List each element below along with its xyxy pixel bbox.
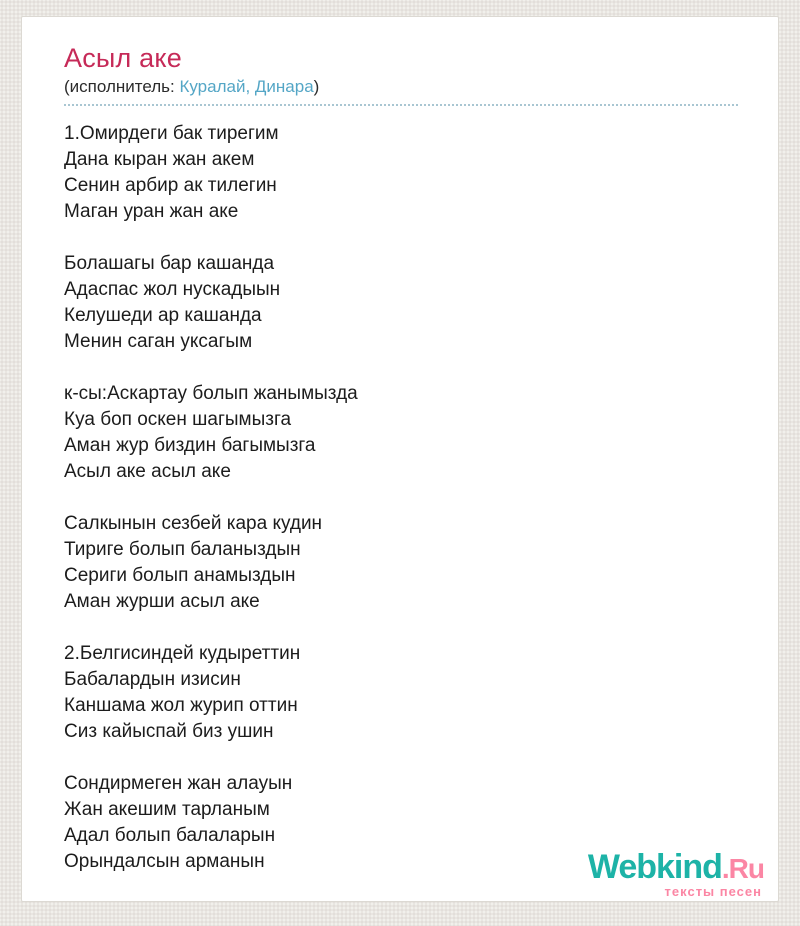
- page-title: Асыл аке: [64, 43, 182, 73]
- lyrics: [64, 106, 738, 875]
- artist-line: [64, 77, 738, 97]
- logo-suffix-text: .Ru: [721, 853, 764, 884]
- stanza: Болашагы бар кашанда Адаспас жол нускадыын Келушеди ар кашанда Менин саган уксагым: [64, 253, 281, 352]
- artist-prefix: (исполнитель:: [64, 77, 180, 96]
- artist-link[interactable]: Куралай, Динара: [179, 77, 314, 96]
- stanza: к-сы:Аскартау болып жанымызда Куа боп оскен шагымызга Аман жур биздин багымызга Асыл аке асыл аке: [64, 383, 358, 482]
- stanza: 2.Белгисиндей кудыреттин Бабалардын изисин Каншама жол журип оттин Сиз кайыспай биз ушин: [64, 643, 301, 742]
- artist-suffix: ): [313, 77, 320, 96]
- logo-tagline: тексты песен: [664, 884, 762, 899]
- stanza: Салкынын сезбей кара кудин Тириге болып баланыздын Сериги болып анамыздын Аман журши асыл аке: [64, 513, 323, 612]
- content-card: [21, 16, 779, 902]
- webkind-logo[interactable]: [588, 850, 764, 898]
- webkind-logo-text: [588, 850, 764, 884]
- logo-main-text: Webkind: [587, 848, 722, 886]
- stanza: Сондирмеген жан алауын Жан акешим тарланым Адал болып балаларын Орындалсын арманын: [64, 773, 293, 872]
- stanza: 1.Омирдеги бак тирегим Дана кыран жан акем Сенин арбир ак тилегин Маган уран жан аке: [64, 123, 279, 222]
